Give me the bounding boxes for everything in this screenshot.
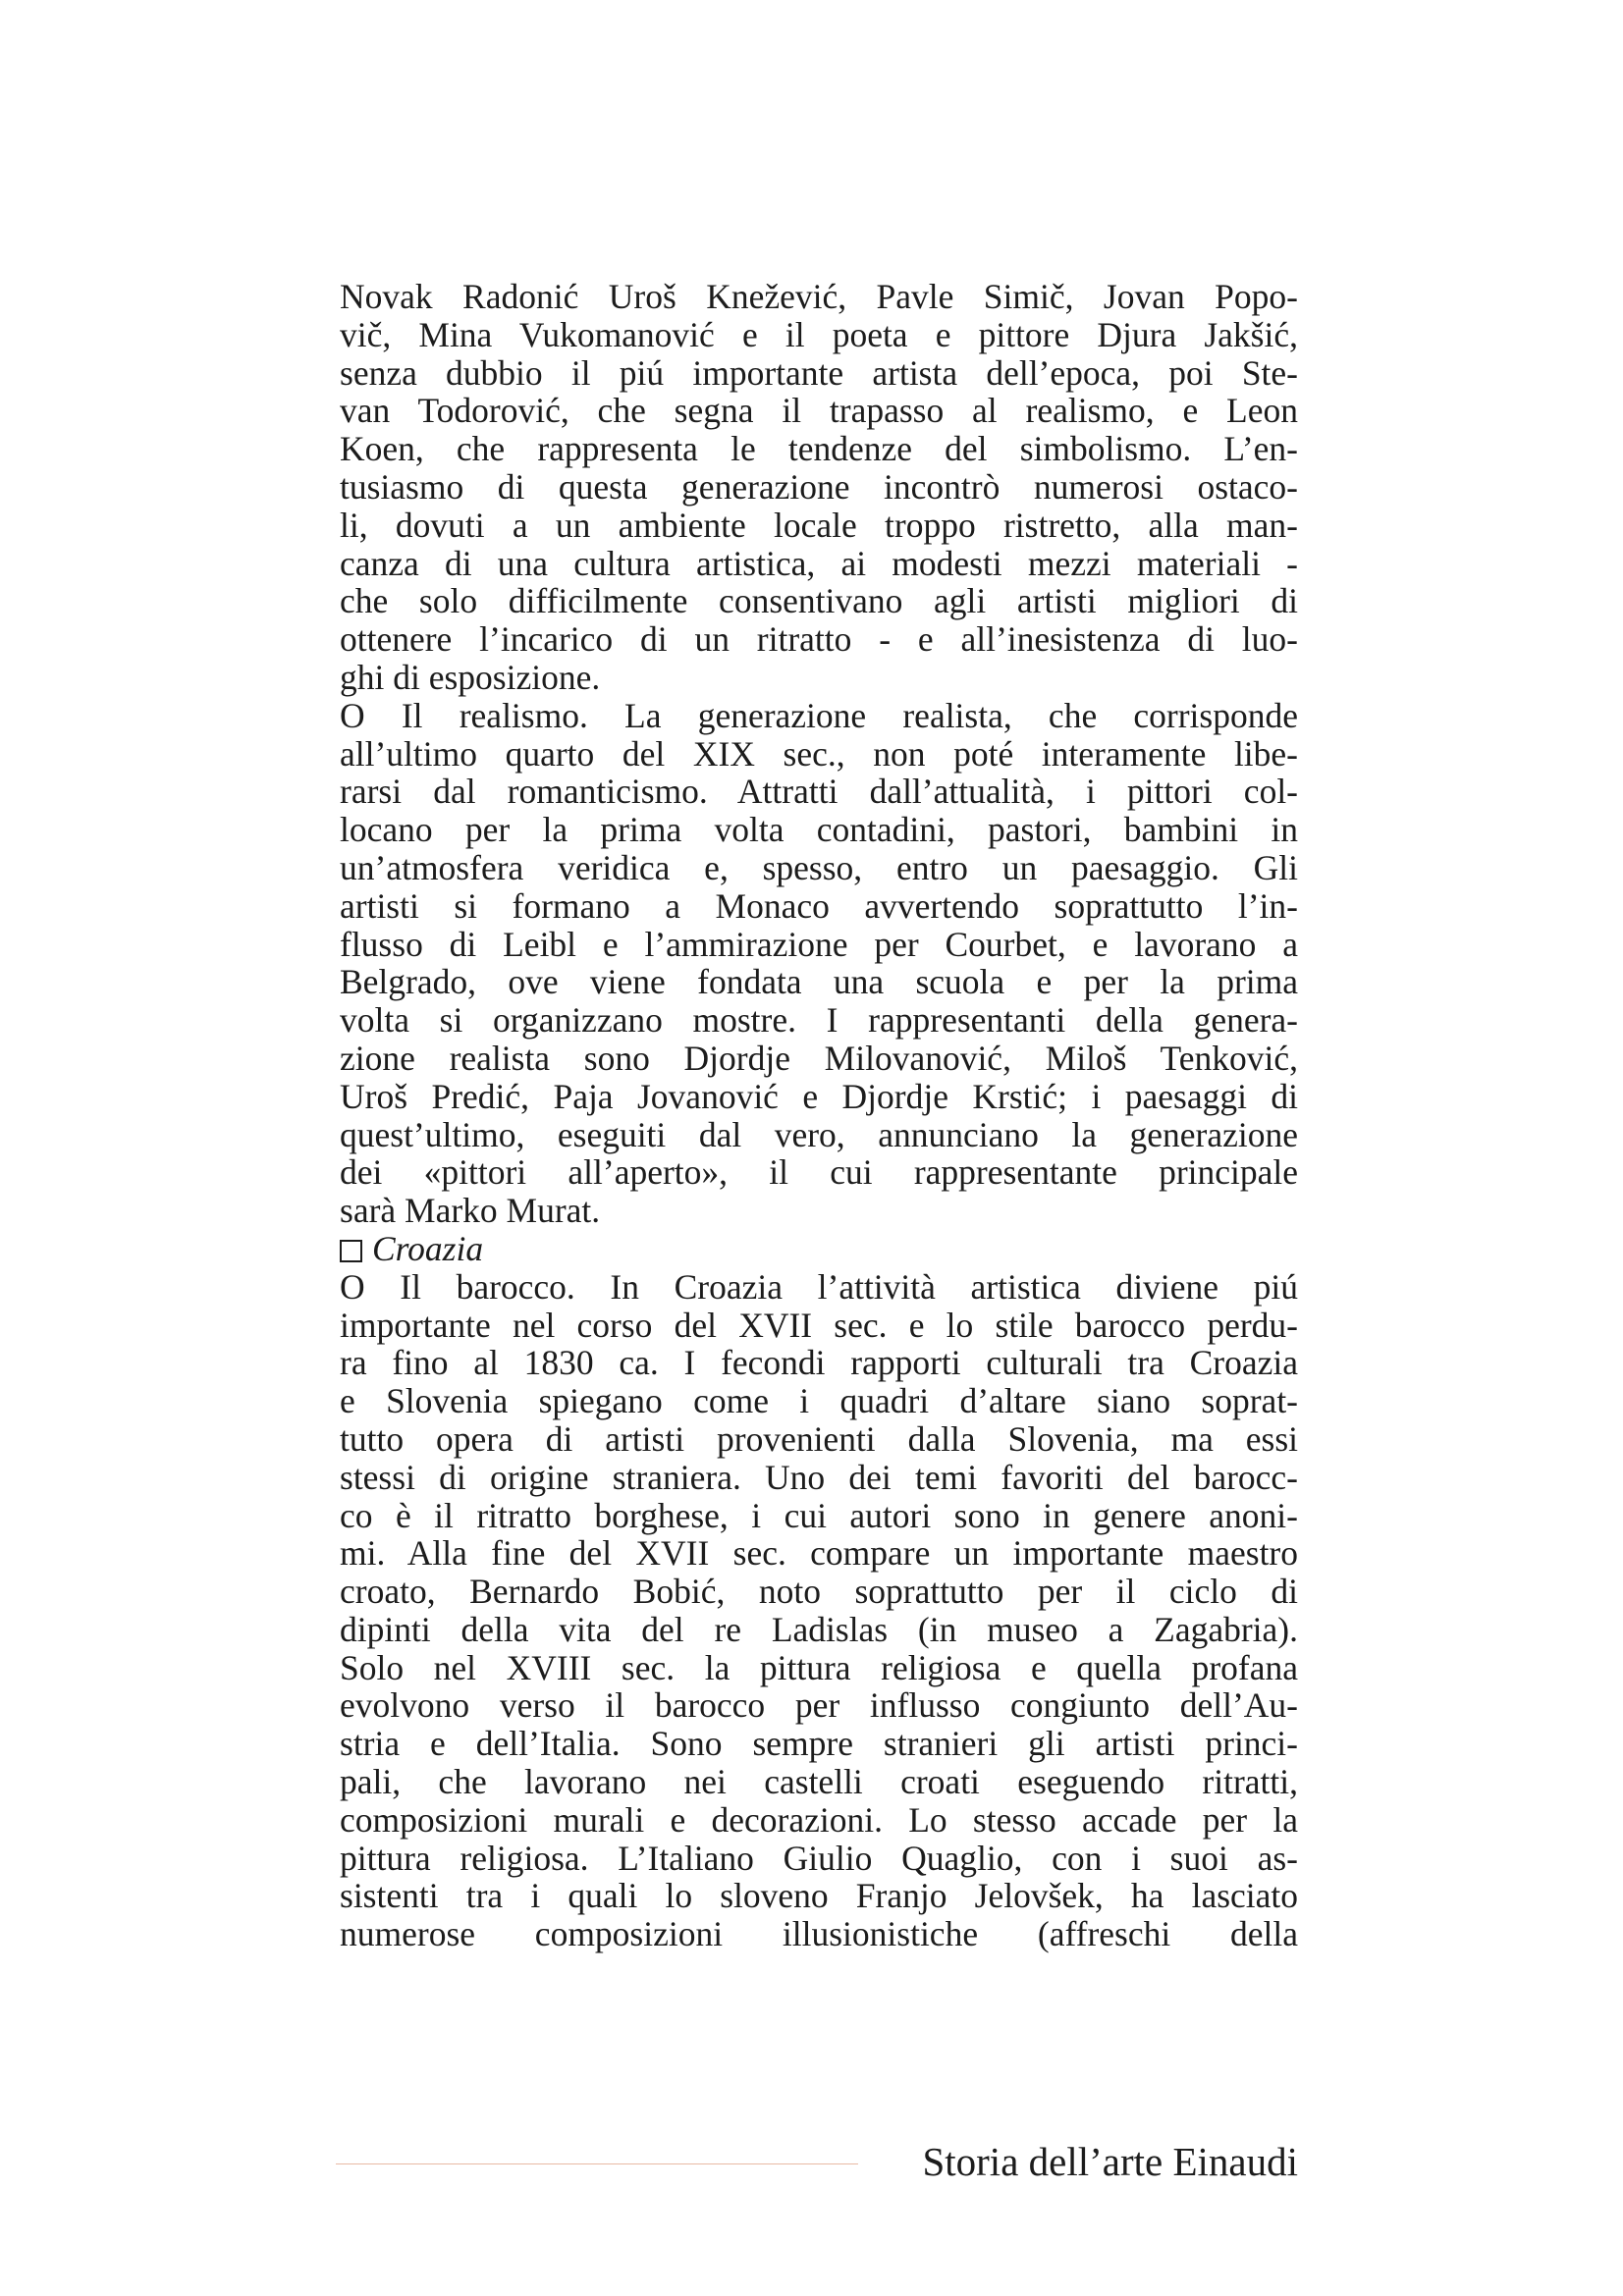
section-heading <box>340 1230 1298 1268</box>
text-line: e Slovenia spiegano come i quadri d’altare siano soprat- <box>340 1381 1298 1421</box>
text-line: composizioni murali e decorazioni. Lo stesso accade per la <box>340 1799 1298 1840</box>
text-line: li, dovuti a un ambiente locale troppo ristretto, alla man- <box>340 505 1298 545</box>
text-line: Belgrado, ove viene fondata una scuola e per la prima <box>340 962 1298 1002</box>
text-line: rarsi dal romanticismo. Attratti dall’attualità, i pittori col- <box>340 772 1298 812</box>
text-line: co è il ritratto borghese, i cui autori sono in genere anoni- <box>340 1495 1298 1535</box>
text-line: vič, Mina Vukomanović e il poeta e pittore Djura Jakšić, <box>340 314 1298 354</box>
text-line: Solo nel XVIII sec. la pittura religiosa e quella profana <box>340 1647 1298 1687</box>
page-body <box>340 278 1298 1953</box>
text-line: O Il realismo. La generazione realista, che corrisponde <box>340 695 1298 735</box>
text-line: sarà Marko Murat. <box>340 1191 601 1231</box>
text-line: zione realista sono Djordje Milovanović, Miloš Tenković, <box>340 1038 1298 1078</box>
text-line: mi. Alla fine del XVII sec. compare un importante maestro <box>340 1533 1298 1574</box>
text-line: all’ultimo quarto del XIX sec., non poté interamente libe- <box>340 733 1298 774</box>
text-line: stria e dell’Italia. Sono sempre stranieri gli artisti princi- <box>340 1724 1298 1764</box>
text-line: un’atmosfera veridica e, spesso, entro un paesaggio. Gli <box>340 847 1298 887</box>
text-block-croazia <box>340 1268 1298 1953</box>
text-line: numerose composizioni illusionistiche (affreschi della <box>340 1914 1298 1954</box>
text-block-serbia <box>340 278 1298 1230</box>
text-line: ra fino al 1830 ca. I fecondi rapporti culturali tra Croazia <box>340 1343 1298 1383</box>
footer-title: Storia dell’arte Einaudi <box>922 2139 1298 2184</box>
text-line: Uroš Predić, Paja Jovanović e Djordje Krstić; i paesaggi di <box>340 1076 1298 1116</box>
text-line: ghi di esposizione. <box>340 657 601 697</box>
text-line: O Il barocco. In Croazia l’attività artistica diviene piú <box>340 1266 1298 1307</box>
text-line: artisti si formano a Monaco avvertendo soprattutto l’in- <box>340 885 1298 926</box>
text-line: pali, che lavorano nei castelli croati eseguendo ritratti, <box>340 1762 1298 1802</box>
text-line: evolvono verso il barocco per influsso congiunto dell’Au- <box>340 1685 1298 1726</box>
text-line: che solo difficilmente consentivano agli artisti migliori di <box>340 581 1298 621</box>
text-line: Novak Radonić Uroš Knežević, Pavle Simič, Jovan Popo- <box>340 277 1298 316</box>
footer-rule <box>336 2163 858 2164</box>
text-line: tutto opera di artisti provenienti dalla Slovenia, ma essi <box>340 1418 1298 1459</box>
text-line: pittura religiosa. L’Italiano Giulio Quaglio, con i suoi as- <box>340 1838 1298 1878</box>
text-line: dei «pittori all’aperto», il cui rappresentante principale <box>340 1152 1298 1193</box>
text-line: locano per la prima volta contadini, pastori, bambini in <box>340 810 1298 850</box>
text-line: van Todorović, che segna il trapasso al realismo, e Leon <box>340 391 1298 431</box>
text-line: Koen, che rappresenta le tendenze del simbolismo. L’en- <box>340 429 1298 469</box>
text-line: croato, Bernardo Bobić, noto soprattutto per il ciclo di <box>340 1572 1298 1612</box>
text-line: flusso di Leibl e l’ammirazione per Courbet, e lavorano a <box>340 924 1298 964</box>
text-line: tusiasmo di questa generazione incontrò numerosi ostaco- <box>340 466 1298 507</box>
text-line: senza dubbio il piú importante artista dell’epoca, poi Ste- <box>340 352 1298 393</box>
text-line: quest’ultimo, eseguiti dal vero, annunciano la generazione <box>340 1114 1298 1154</box>
text-line: volta si organizzano mostre. I rappresentanti della genera- <box>340 1000 1298 1041</box>
text-line: importante nel corso del XVII sec. e lo stile barocco perdu- <box>340 1305 1298 1345</box>
text-line: dipinti della vita del re Ladislas (in museo a Zagabria). <box>340 1609 1298 1649</box>
text-line: canza di una cultura artistica, ai modesti mezzi materiali - <box>340 543 1298 583</box>
section-heading-text: Croazia <box>372 1228 484 1268</box>
text-line: stessi di origine straniera. Uno dei temi favoriti del barocc- <box>340 1457 1298 1497</box>
text-line: sistenti tra i quali lo sloveno Franjo Jelovšek, ha lasciato <box>340 1876 1298 1916</box>
square-bullet-icon <box>340 1240 362 1262</box>
text-line: ottenere l’incarico di un ritratto - e all’inesistenza di luo- <box>340 619 1298 660</box>
